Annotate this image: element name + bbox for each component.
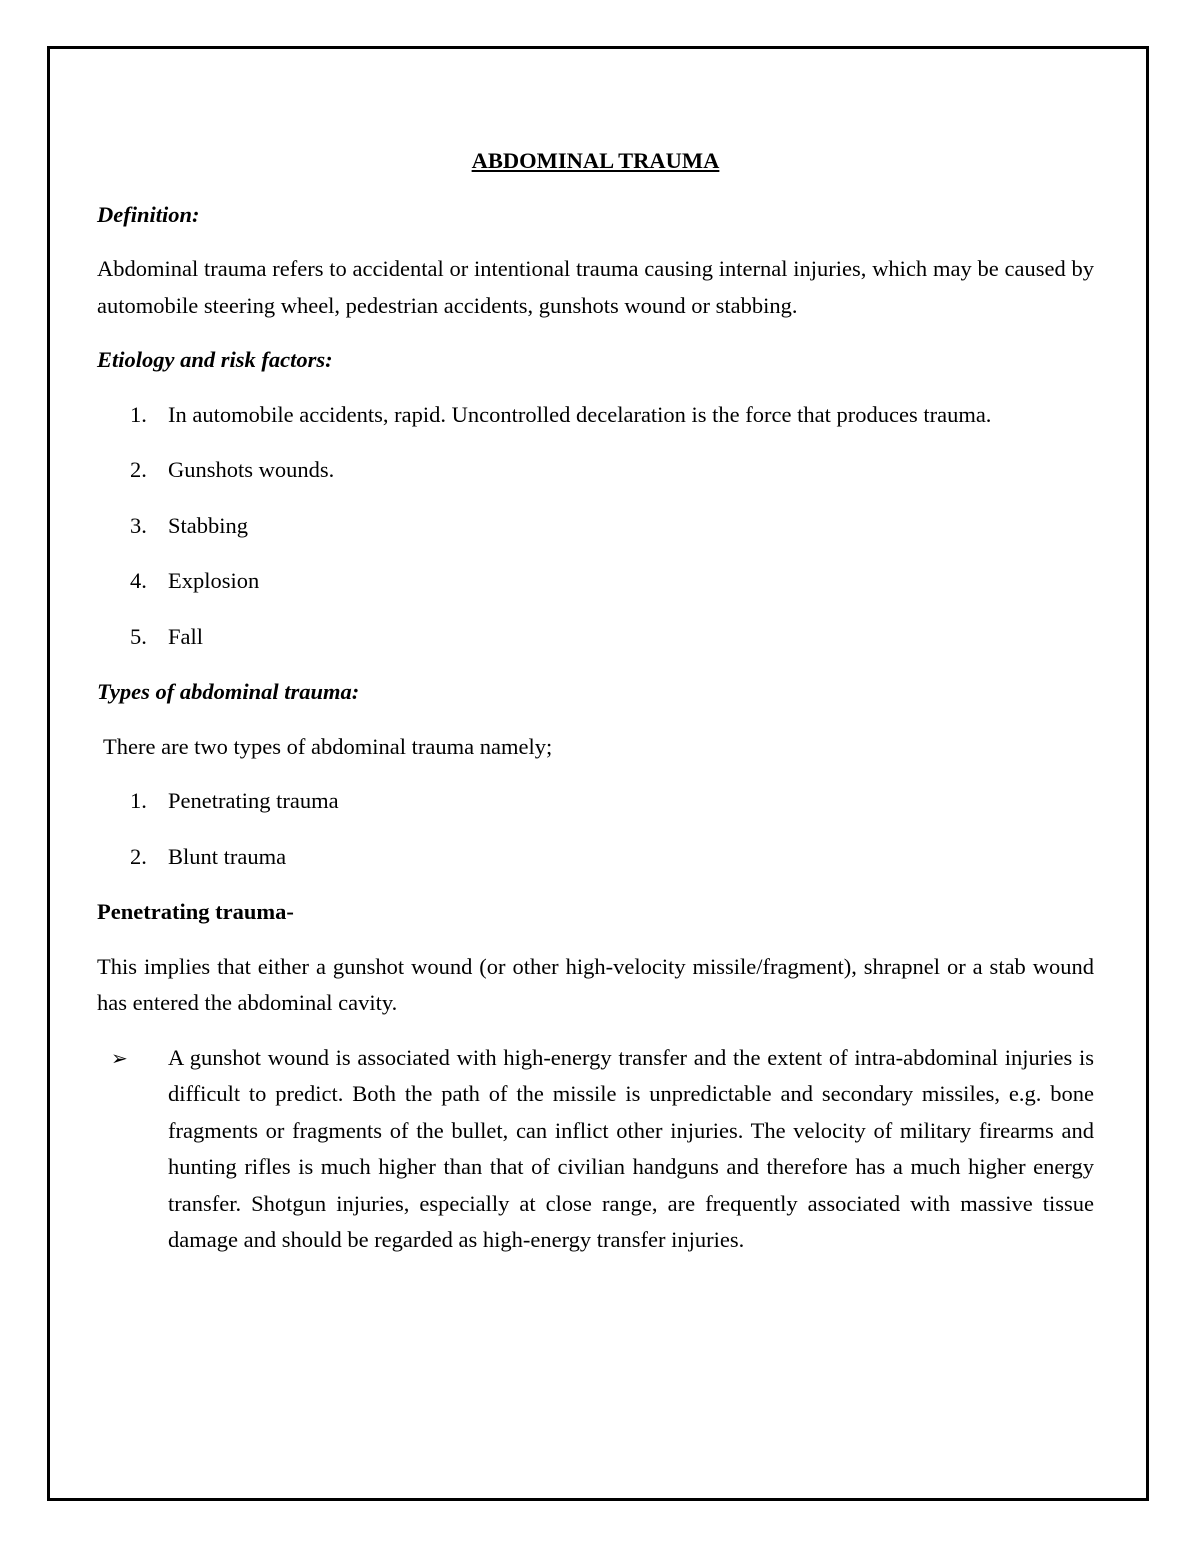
list-number: 3.: [130, 512, 147, 538]
list-number: 2.: [130, 457, 147, 482]
list-item: [97, 619, 1094, 656]
etiology-heading: Etiology and risk factors:: [97, 347, 333, 372]
list-item: [97, 783, 1094, 820]
list-item-text: Penetrating trauma: [168, 788, 339, 813]
list-item-text: Blunt trauma: [168, 843, 287, 869]
document-title: ABDOMINAL TRAUMA: [471, 148, 720, 173]
list-number: 4.: [130, 568, 147, 593]
list-item: [97, 397, 1094, 434]
list-item: [97, 839, 1094, 876]
list-item: [97, 508, 1094, 545]
list-item: [97, 563, 1094, 600]
gunshot-bullet-list: [97, 1040, 1094, 1259]
list-item: [97, 452, 1094, 489]
list-item-text: Fall: [168, 623, 204, 649]
definition-heading: Definition:: [97, 201, 200, 227]
etiology-list: [97, 397, 1094, 656]
list-item-text: Stabbing: [168, 512, 249, 538]
list-number: 1.: [130, 401, 147, 427]
list-number: 1.: [130, 788, 147, 813]
list-item-text: A gunshot wound is associated with high-energy transfer and the extent of intra-abdominal injuries is difficult to predict. Both the path of the missile is unpredictable and secondary missiles, e.g. bone fragments or fragments of the bullet, can inflict other injuries. The velocity of military firearms and hunting rifles is much higher than that of civilian handguns and therefore has a much higher energy transfer. Shotgun injuries, especially at close range, are frequently associated with massive tissue damage and should be regarded as high-energy transfer injuries.: [168, 1044, 1094, 1252]
list-item-text: In automobile accidents, rapid. Uncontrolled decelaration is the force that produces trauma.: [168, 401, 992, 427]
list-item-text: Explosion: [168, 568, 260, 593]
arrow-bullet-icon: ➢: [111, 1045, 128, 1070]
types-heading: Types of abdominal trauma:: [97, 679, 360, 704]
list-number: 2.: [130, 843, 147, 869]
types-intro: There are two types of abdominal trauma namely;: [103, 733, 553, 759]
list-item-text: Gunshots wounds.: [168, 457, 335, 482]
list-number: 5.: [130, 623, 147, 649]
definition-paragraph: Abdominal trauma refers to accidental or intentional trauma causing internal injuries, which may be caused by automobile steering wheel, pedestrian accidents, gunshots wound or stabbing.: [97, 256, 1094, 318]
list-item: [97, 1040, 1094, 1259]
types-list: [97, 783, 1094, 875]
document-body: [97, 143, 1094, 1259]
penetrating-paragraph: This implies that either a gunshot wound (or other high-velocity missile/fragment), shrapnel or a stab wound has entered the abdominal cavity.: [97, 953, 1094, 1015]
penetrating-heading: Penetrating trauma-: [97, 899, 294, 924]
